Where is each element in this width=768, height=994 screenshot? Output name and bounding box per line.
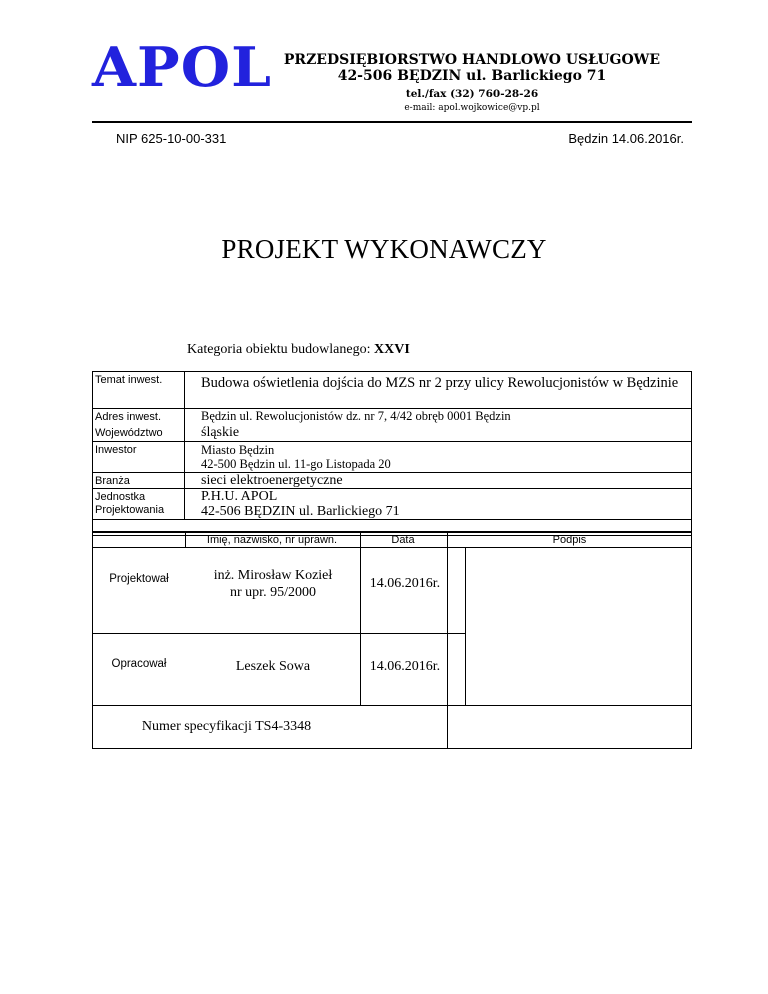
category-label: Kategoria obiektu budowlanego: [187,342,375,357]
role-opracowal: Opracował [111,658,167,670]
temat-label: Temat inwest. [93,372,185,408]
jednostka-name: P.H.U. APOL [201,489,278,504]
header-date: Data [391,534,415,546]
info-row-temat [93,372,691,408]
jednostka-address: 42-506 BĘDZIN ul. Barlickiego 71 [201,504,400,519]
inwestor-label: Inwestor [93,442,185,472]
inwestor-value [185,442,691,472]
row-separator-2 [93,705,691,706]
projektowal-name-line1: inż. Mirosław Kozieł [213,568,333,583]
info-row-wojewodztwo [93,425,691,441]
col-divider-3 [447,533,448,749]
project-info-box [92,371,692,536]
col-divider-sign [465,547,466,705]
jednostka-value [185,489,691,519]
company-name: PRZEDSIĘBIORSTWO HANDLOWO USŁUGOWE [283,52,661,68]
inwestor-name: Miasto Będzin [201,443,275,457]
jednostka-label [93,489,185,519]
opracowal-date: 14.06.2016r. [369,659,441,674]
company-address: 42-506 BĘDZIN ul. Barlickiego 71 [337,68,607,84]
temat-value: Budowa oświetlenia dojścia do MZS nr 2 przy ulicy Rewolucjonistów w Będzinie [201,375,679,391]
col-divider-1-header [185,533,186,547]
document-title: PROJEKT WYKONAWCZY [221,234,547,264]
jednostka-label-line1: Jednostka [95,491,146,503]
projektowal-license: nr upr. 95/2000 [230,585,316,600]
header-name: Imię, nazwisko, nr uprawn. [206,534,338,546]
wojewodztwo-value: śląskie [201,425,240,440]
info-row-adres [93,408,691,425]
company-logo: APOL [92,35,273,99]
row-separator-1 [93,633,465,634]
role-projektowal: Projektował [109,573,169,585]
category-value: XXVI [374,342,410,357]
projektowal-date: 14.06.2016r. [369,576,441,591]
col-divider-2 [360,533,361,705]
place-date: Będzin 14.06.2016r. [568,131,684,146]
header-separator [93,547,691,548]
jednostka-label-line2: Projektowania [95,504,165,516]
company-email: e-mail: apol.wojkowice@vp.pl [404,103,540,113]
info-row-inwestor [93,441,691,472]
specification-number: Numer specyfikacji TS4-3348 [141,719,312,734]
info-row-branza [93,472,691,488]
wojewodztwo-label: Województwo [93,425,185,441]
building-category [187,342,410,358]
nip-number: NIP 625-10-00-331 [116,131,227,146]
branza-value: sieci elektroenergetyczne [201,473,343,488]
adres-label: Adres inwest. [93,409,185,425]
company-phone: tel./fax (32) 760-28-26 [405,88,539,100]
projektowal-name [185,567,361,601]
signature-table [92,531,692,749]
inwestor-address: 42-500 Będzin ul. 11-go Listopada 20 [201,457,391,471]
header-sign: Podpis [552,534,587,546]
opracowal-name: Leszek Sowa [235,659,311,674]
info-row-jednostka [93,488,691,519]
header-divider [92,121,692,123]
branza-label: Branża [93,473,185,488]
adres-value: Będzin ul. Rewolucjonistów dz. nr 7, 4/42 obręb 0001 Będzin [201,409,511,423]
